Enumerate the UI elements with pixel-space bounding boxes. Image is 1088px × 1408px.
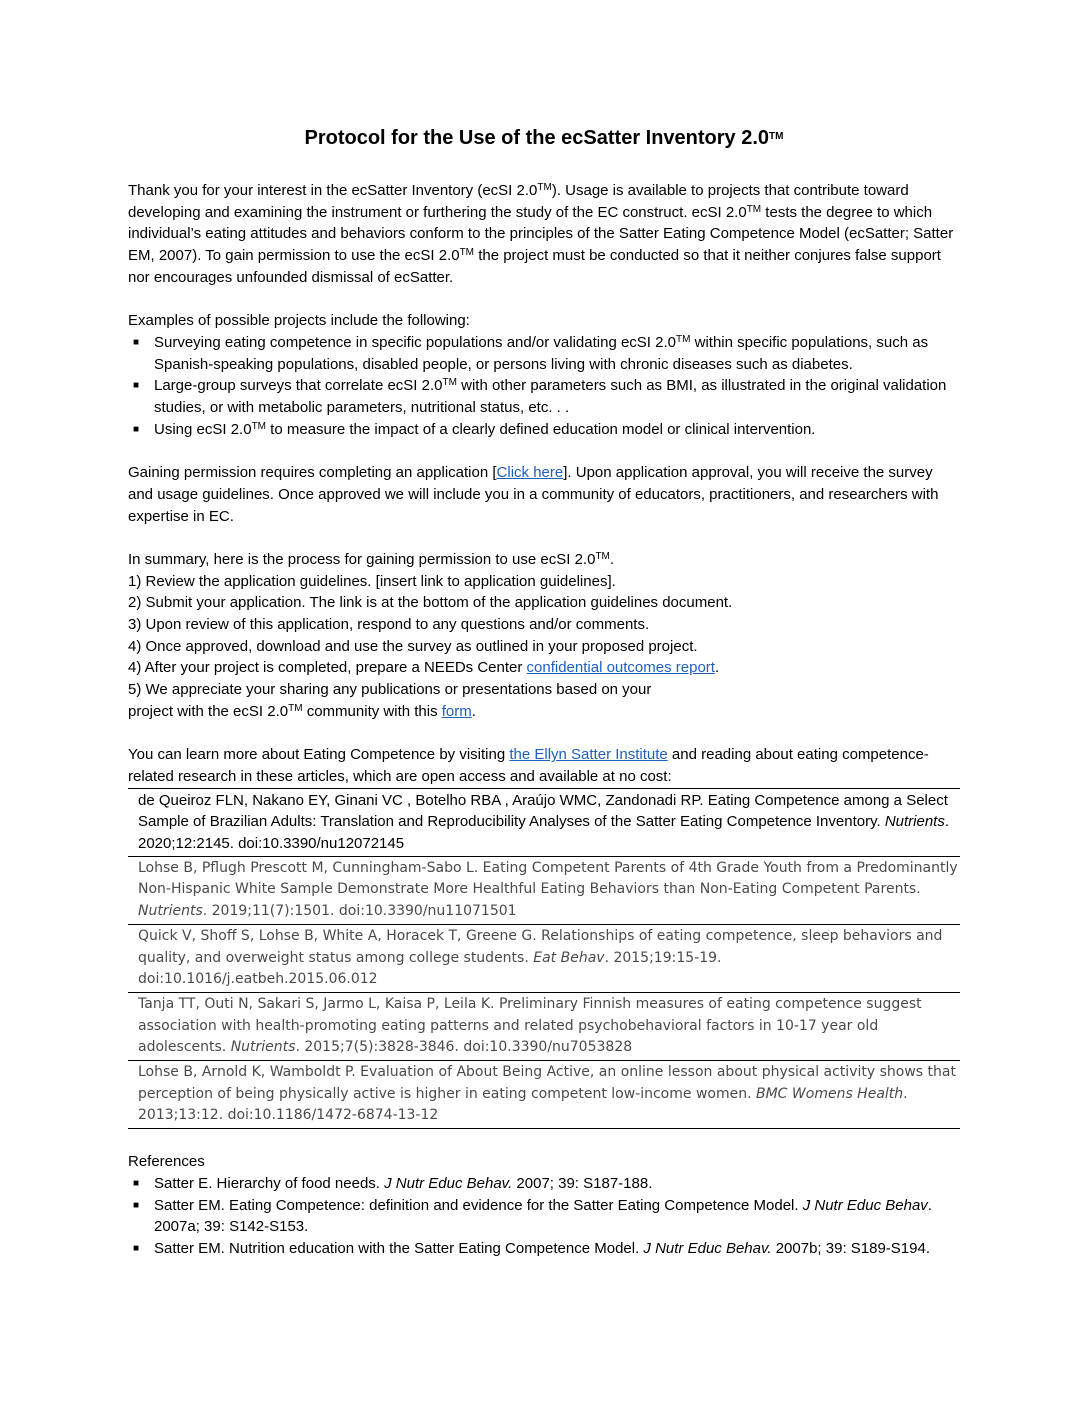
reference-journal: J Nutr Educ Behav. (643, 1239, 772, 1257)
article-journal: Nutrients (230, 1039, 296, 1056)
trademark: TM (251, 420, 267, 432)
article-row (128, 993, 960, 1061)
form-link[interactable]: form (441, 702, 472, 720)
article-text: Tanja TT, Outi N, Sakari S, Jarmo L, Kaisa P, Leila K. Preliminary Finnish measures of eating competence suggest association with health-promoting eating patterns and related psychobehavioral factors in 10-17 year old adolescents. (138, 995, 922, 1056)
permission-text-2: ]. Upon application approval, you will receive the survey and usage guidelines. Once approved we will include you in a community of educators, practitioners, and researchers with expertise in EC. (128, 464, 939, 525)
article-citation: . 2020;12:2145. doi:10.3390/nu12072145 (138, 813, 950, 853)
ellyn-satter-institute-link[interactable]: the Ellyn Satter Institute (509, 746, 668, 764)
article-text: Lohse B, Pflugh Prescott M, Cunningham-Sabo L. Eating Competent Parents of 4th Grade Youth from a Predominantly Non-Hispanic White Sample Demonstrate More Healthful Eating Behaviors than Non-Eating Competent Parents. (138, 859, 958, 898)
article-text: de Queiroz FLN, Nakano EY, Ginani VC , Botelho RBA , Araújo WMC, Zandonadi RP. Eating Competence among a Select Sample of Brazilian Adults: Translation and Reproducibility Analyses of the Satter Eating Competence Inventory. (138, 791, 948, 831)
article-citation: . 2019;11(7):1501. doi:10.3390/nu11071501 (202, 903, 517, 920)
reference-text: Satter EM. Eating Competence: definition and evidence for the Satter Eating Competence Model. (154, 1196, 803, 1214)
article-row (128, 789, 960, 857)
step-6-end: . (471, 702, 476, 720)
article-row (128, 857, 960, 925)
document-page (128, 126, 960, 1260)
articles-table (128, 788, 960, 1130)
intro-text-4: the project must be conducted so that it neither conjures false support nor encourages unfounded dismissal of ecSatter. (128, 247, 941, 286)
summary-steps (128, 549, 960, 723)
references-heading: References (128, 1153, 205, 1171)
article-text: Lohse B, Arnold K, Wamboldt P. Evaluation of About Being Active, an online lesson about physical activity shows that perception of being physically active is higher in eating competent low-income women. (138, 1064, 956, 1102)
permission-text-1: Gaining permission requires completing an application [ (128, 464, 497, 482)
example-item (128, 419, 960, 441)
article-journal: Nutrients (138, 903, 203, 920)
intro-text-2: ). Usage is available to projects that contribute toward developing and examining the instrument or furthering the study of the EC construct. ecSI 2.0 (128, 182, 909, 221)
learn-paragraph (128, 744, 960, 787)
summary-intro-text: In summary, here is the process for gaining permission to use ecSI 2.0 (128, 550, 596, 568)
trademark: TM (459, 247, 475, 259)
article-citation: . 2015;19:15-19. doi:10.1016/j.eatbeh.2015.06.012 (138, 949, 722, 988)
trademark: TM (595, 550, 610, 562)
article-row (128, 1061, 960, 1129)
learn-text-1: You can learn more about Eating Competence by visiting (128, 746, 510, 764)
summary-intro-end: . (609, 550, 615, 568)
page-title (128, 126, 960, 150)
example-item (128, 375, 960, 418)
article-row (128, 925, 960, 993)
trademark: TM (537, 182, 552, 193)
article-citation: . 2015;7(5):3828-3846. doi:10.3390/nu7053828 (295, 1039, 633, 1056)
reference-item (128, 1195, 960, 1238)
examples-intro: Examples of possible projects include the following: (128, 312, 470, 330)
article-journal: BMC Womens Health (756, 1085, 904, 1102)
trademark: TM (676, 333, 691, 345)
intro-text-3: tests the degree to which individual’s eating attitudes and behaviors conform to the principles of the Satter Eating Competence Model (ecSatter; Satter EM, 2007). To gain permission to use the ecSI 2.0 (128, 203, 954, 265)
reference-text: Satter E. Hierarchy of food needs. (154, 1174, 385, 1192)
intro-text-1: Thank you for your interest in the ecSatter Inventory (ecSI 2.0 (128, 182, 538, 199)
example-item (128, 332, 960, 375)
click-here-link[interactable]: Click here (496, 464, 564, 482)
trademark: TM (288, 702, 303, 714)
title-trademark: TM (769, 131, 784, 142)
article-text: Quick V, Shoff S, Lohse B, White A, Horacek T, Greene G. Relationships of eating competence, sleep behaviors and quality, and overweight status among college students. (138, 927, 943, 966)
reference-item (128, 1238, 960, 1260)
example-text: Surveying eating competence in specific populations and/or validating ecSI 2.0 (154, 333, 676, 351)
example-text: Using ecSI 2.0 (154, 420, 252, 438)
reference-citation: 2007; 39: S187-188. (512, 1174, 653, 1192)
step-1: 1) Review the application guidelines. [insert link to application guidelines]. (128, 572, 616, 590)
step-5 (128, 657, 960, 679)
example-text: with other parameters such as BMI, as illustrated in the original validation studies, or with metabolic parameters, nutritional status, etc. . . (154, 377, 947, 417)
reference-journal: J Nutr Educ Behav (802, 1196, 928, 1214)
step-6-text-2: community with this (302, 702, 442, 720)
article-citation: . 2013;13:12. doi:10.1186/1472-6874-13-12 (138, 1085, 908, 1124)
example-text: within specific populations, such as Spanish-speaking populations, disabled people, or persons living with chronic diseases such as diabetes. (154, 333, 929, 373)
example-text: to measure the impact of a clearly defined education model or clinical intervention. (266, 420, 816, 438)
step-5-end: . (714, 659, 720, 677)
step-2: 2) Submit your application. The link is at the bottom of the application guidelines document. (128, 594, 733, 612)
step-5-text: 4) After your project is completed, prepare a NEEDs Center (128, 659, 527, 677)
reference-journal: J Nutr Educ Behav. (384, 1174, 513, 1192)
title-text: Protocol for the Use of the ecSatter Inventory 2.0 (304, 127, 770, 149)
permission-paragraph (128, 462, 960, 527)
intro-paragraph (128, 180, 960, 289)
summary-intro (128, 549, 960, 571)
reference-citation: . 2007a; 39: S142-S153. (154, 1196, 932, 1236)
step-6b (128, 701, 960, 723)
learn-text-2: and reading about eating competence-related research in these articles, which are open access and available at no cost: (128, 746, 929, 785)
step-6-text: project with the ecSI 2.0 (128, 702, 289, 720)
step-4: 4) Once approved, download and use the survey as outlined in your proposed project. (128, 637, 698, 655)
examples-list (128, 332, 960, 441)
trademark: TM (746, 203, 762, 215)
example-text: Large-group surveys that correlate ecSI 2.0 (154, 377, 443, 395)
reference-item (128, 1173, 960, 1195)
reference-text: Satter EM. Nutrition education with the Satter Eating Competence Model. (154, 1239, 644, 1257)
step-6a: 5) We appreciate your sharing any publications or presentations based on your (128, 681, 652, 699)
references-list (128, 1173, 960, 1260)
article-journal: Eat Behav (533, 949, 605, 966)
reference-citation: 2007b; 39: S189-S194. (771, 1239, 931, 1257)
trademark: TM (442, 377, 457, 389)
step-3: 3) Upon review of this application, respond to any questions and/or comments. (128, 616, 650, 634)
outcomes-report-link[interactable]: confidential outcomes report (526, 659, 715, 677)
article-journal: Nutrients (884, 813, 945, 831)
